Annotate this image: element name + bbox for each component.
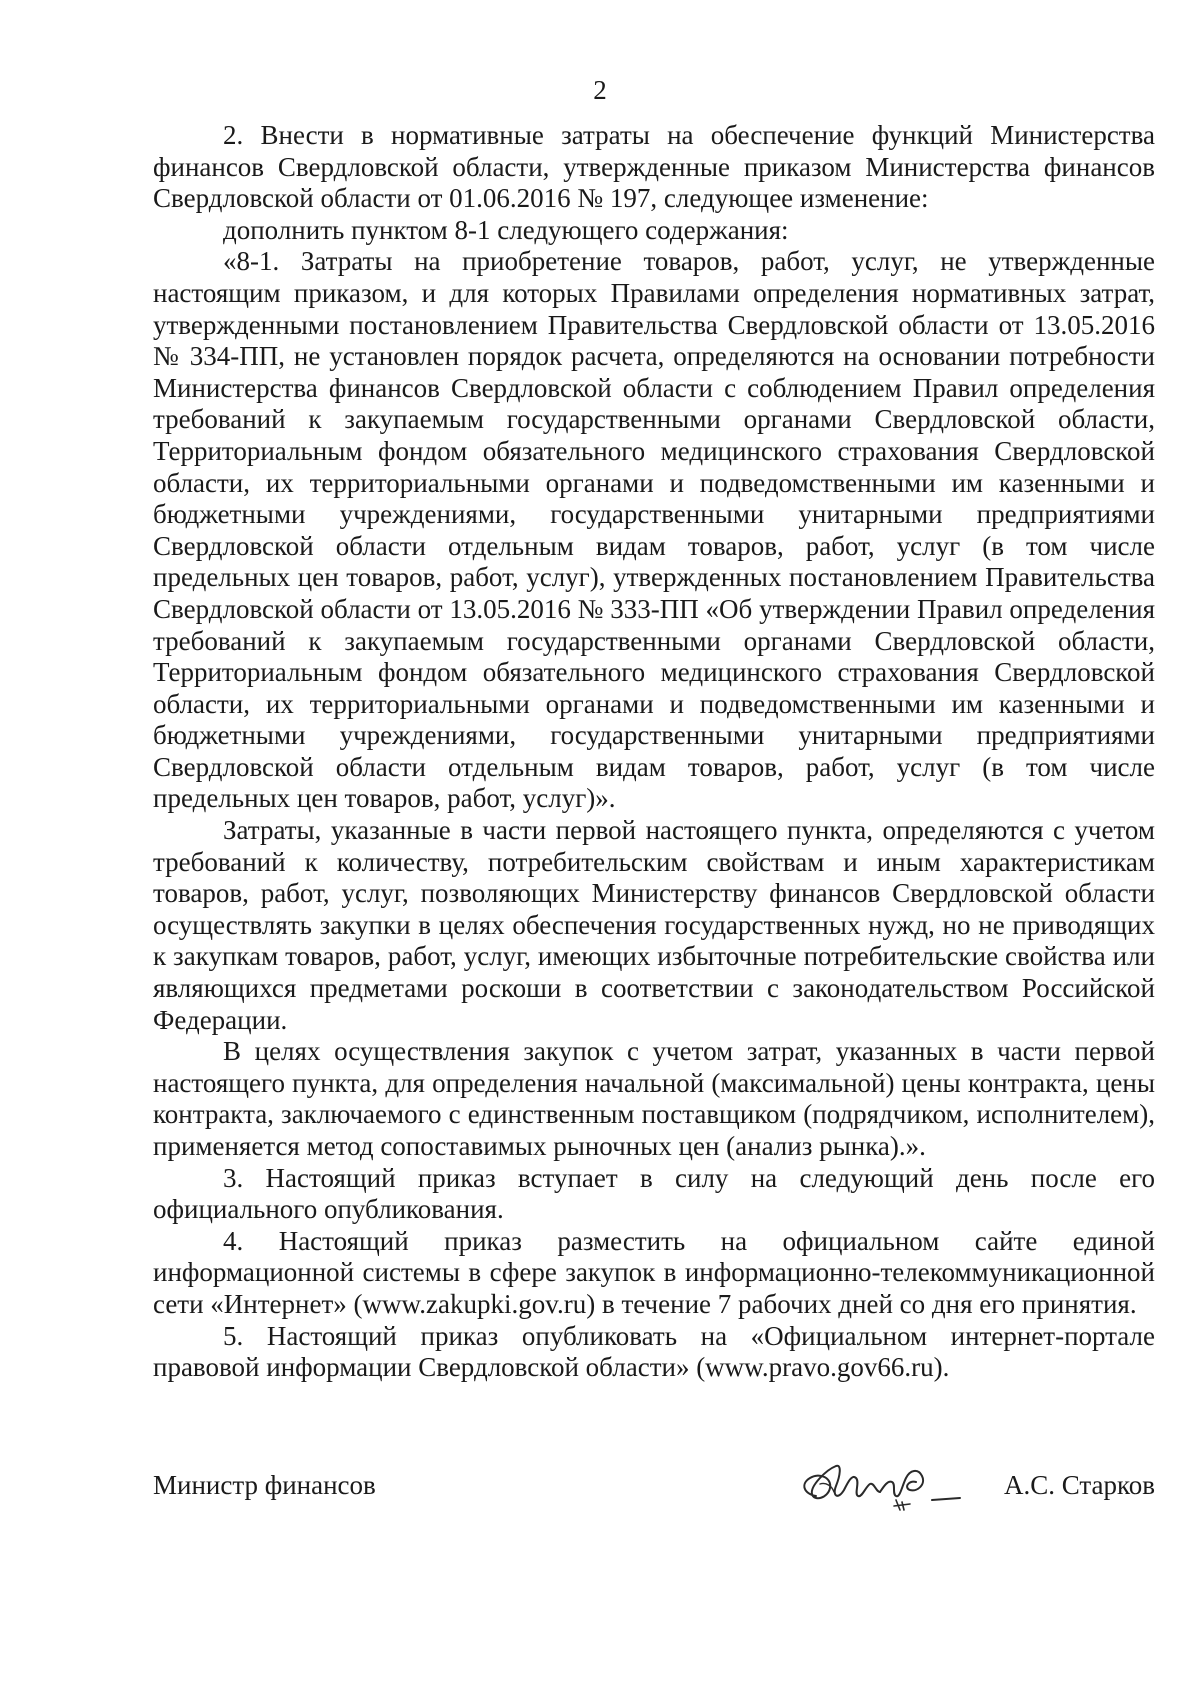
paragraph-item-8-1: «8-1. Затраты на приобретение товаров, работ, услуг, не утвержденные настоящим приказом, и для которых Правилами определения нормативных затрат, утвержденными постановлением Правительства Свердловской области от 13.05.2016 № 334-ПП, не установлен порядок расчета, определяются на основании потребности Министерства финансов Свердловской области с соблюдением Правил определения требований к закупаемым государственными органами Свердловской области, Территориальным фондом обязательного медицинского страхования Свердловской области, их территориальными органами и подведомственными им казенными и бюджетными учреждениями, государственными унитарными предприятиями Свердловской области отдельным видам товаров, работ, услуг (в том числе предельных цен товаров, работ, услуг), утвержденных постановлением Правительства Свердловской области от 13.05.2016 № 333-ПП «Об утверждении Правил определения требований к закупаемым государственными органами Свердловской области, Территориальным фондом обязательного медицинского страхования Свердловской области, их территориальными органами и подведомственными им казенными и бюджетными учреждениями, государственными унитарными предприятиями Свердловской области отдельным видам товаров, работ, услуг (в том числе предельных цен товаров, работ, услуг)». bbox=[153, 246, 1155, 814]
handwritten-signature bbox=[796, 1456, 966, 1518]
document-body bbox=[153, 120, 1155, 1384]
page-number: 2 bbox=[593, 75, 607, 105]
paragraph-item-4: 4. Настоящий приказ разместить на официальном сайте единой информационной системы в сфере закупок в информационно-телекоммуникационной сети «Интернет» (www.zakupki.gov.ru) в течение 7 рабочих дней со дня его принятия. bbox=[153, 1225, 1155, 1319]
paragraph-item-2: 2. Внести в нормативные затраты на обеспечение функций Министерства финансов Свердловской области, утвержденные приказом Министерства финансов Свердловской области от 01.06.2016 № 197, следующее изменение: bbox=[153, 120, 1155, 214]
signature-block bbox=[153, 1456, 1155, 1526]
paragraph-costs-requirements: Затраты, указанные в части первой настоящего пункта, определяются с учетом требований к количеству, потребительским свойствам и иным характеристикам товаров, работ, услуг, позволяющих Министерству финансов Свердловской области осуществлять закупки в целях обеспечения государственных нужд, но не приводящих к закупкам товаров, работ, услуг, имеющих избыточные потребительские свойства или являющихся предметами роскоши в соответствии с законодательством Российской Федерации. bbox=[153, 815, 1155, 1035]
paragraph-supplement-intro: дополнить пунктом 8-1 следующего содержания: bbox=[223, 214, 789, 245]
paragraph-item-5: 5. Настоящий приказ опубликовать на «Официальном интернет-портале правовой информации Свердловской области» (www.pravo.gov66.ru). bbox=[153, 1320, 1155, 1383]
signatory-name: А.С. Старков bbox=[1003, 1470, 1155, 1500]
paragraph-item-3: 3. Настоящий приказ вступает в силу на следующий день после его официального опубликования. bbox=[153, 1162, 1155, 1225]
paragraph-price-method: В целях осуществления закупок с учетом затрат, указанных в части первой настоящего пункта, для определения начальной (максимальной) цены контракта, цены контракта, заключаемого с единственным поставщиком (подрядчиком, исполнителем), применяется метод сопоставимых рыночных цен (анализ рынка).». bbox=[153, 1036, 1155, 1161]
signatory-title: Министр финансов bbox=[153, 1470, 376, 1500]
